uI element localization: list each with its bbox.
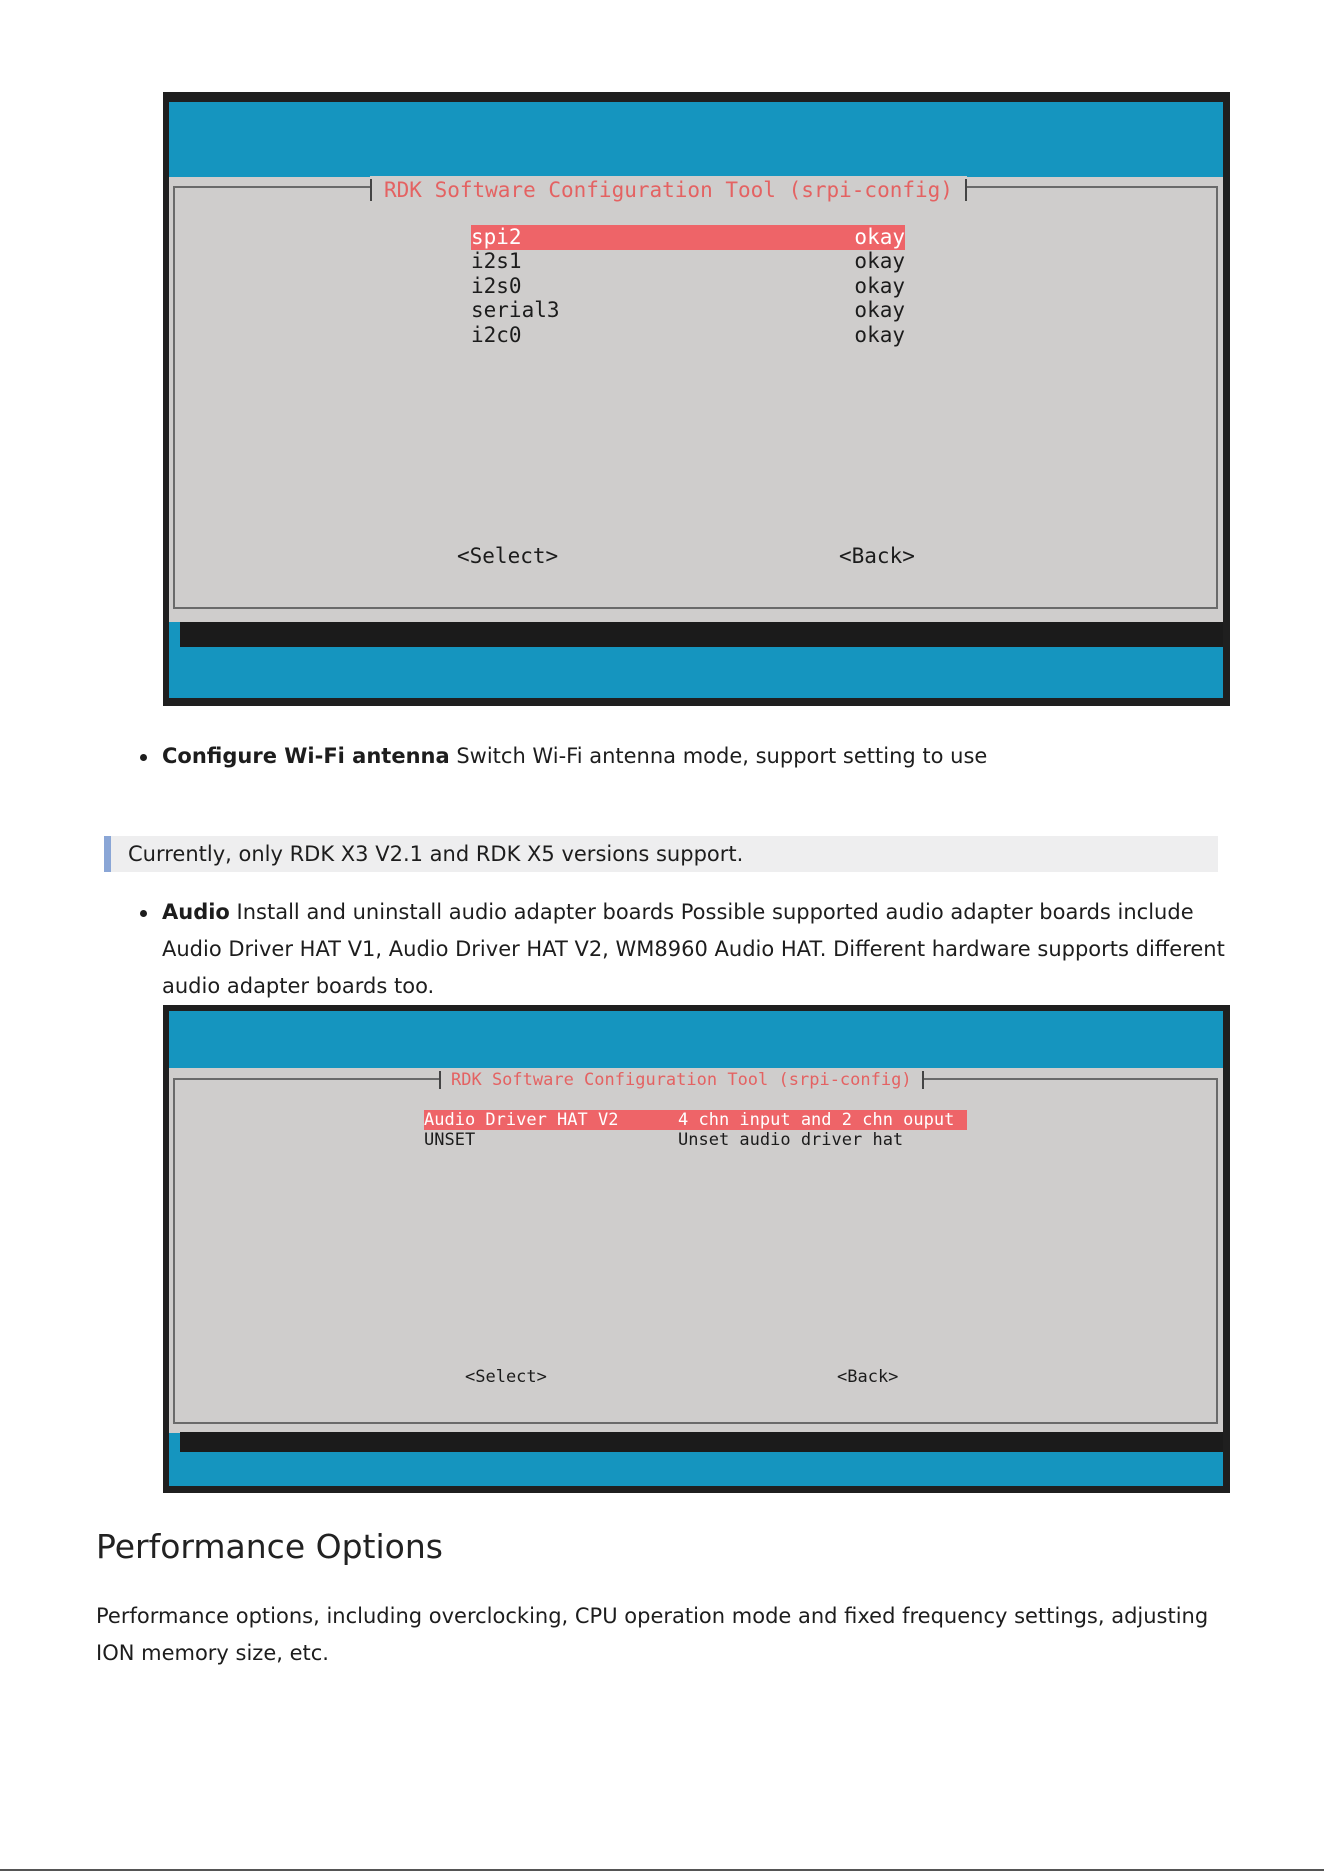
menu-item-name: serial3 bbox=[471, 298, 560, 322]
menu-item-unset[interactable] bbox=[424, 1130, 967, 1150]
back-button[interactable]: <Back> bbox=[837, 1367, 899, 1387]
back-button[interactable]: <Back> bbox=[839, 544, 915, 568]
section-heading-performance: Performance Options bbox=[96, 1527, 443, 1566]
menu-item-status: okay bbox=[854, 298, 905, 322]
dialog-title-bar bbox=[439, 1069, 924, 1091]
terminal-screenshot-audio bbox=[163, 1005, 1230, 1493]
dialog-shadow bbox=[180, 622, 1223, 647]
performance-description: Performance options, including overclocking, CPU operation mode and fixed frequency settings, adjusting ION memory size, etc. bbox=[96, 1604, 1209, 1665]
menu-item-name: spi2 bbox=[471, 225, 522, 249]
dialog-title: RDK Software Configuration Tool (srpi-config) bbox=[451, 1070, 912, 1090]
menu-item-status: okay bbox=[854, 274, 905, 298]
wifi-antenna-text: Switch Wi-Fi antenna mode, support setting to use bbox=[449, 744, 988, 768]
menu-item-status: Unset audio driver hat bbox=[678, 1130, 904, 1150]
menu-item-status: okay bbox=[854, 323, 905, 347]
select-button[interactable]: <Select> bbox=[457, 544, 559, 568]
select-button[interactable]: <Select> bbox=[465, 1367, 547, 1387]
menu-item-serial3[interactable] bbox=[471, 298, 905, 323]
dialog-title-bar bbox=[370, 176, 967, 204]
menu-item-name: i2c0 bbox=[471, 323, 522, 347]
dialog-title: RDK Software Configuration Tool (srpi-config) bbox=[384, 178, 953, 202]
wifi-antenna-label: Configure Wi-Fi antenna bbox=[162, 744, 450, 768]
menu-item-name: i2s1 bbox=[471, 249, 522, 273]
menu-item-i2s0[interactable] bbox=[471, 274, 905, 299]
title-right-tick bbox=[965, 179, 967, 201]
menu-item-spi2[interactable] bbox=[471, 225, 905, 250]
menu-item-name: i2s0 bbox=[471, 274, 522, 298]
menu-item-status: 4 chn input and 2 chn ouput bbox=[678, 1110, 955, 1130]
menu-item-name: Audio Driver HAT V2 bbox=[424, 1110, 619, 1130]
page-bottom-rule bbox=[0, 1869, 1324, 1871]
audio-label: Audio bbox=[162, 900, 230, 924]
menu-item-i2s1[interactable] bbox=[471, 249, 905, 274]
audio-item bbox=[162, 894, 1232, 1005]
title-right-tick bbox=[922, 1071, 924, 1089]
audio-text: Install and uninstall audio adapter boards Possible supported audio adapter boards include Audio Driver HAT V1, Audio Driver HAT V2, WM8960 Audio HAT. Different hardware supports different audio adapter boards too. bbox=[162, 900, 1225, 998]
menu-item-status: okay bbox=[854, 249, 905, 273]
terminal-screenshot-interfaces bbox=[163, 92, 1230, 706]
menu-item-audio-driver-hat-v2[interactable] bbox=[424, 1110, 967, 1130]
menu-item-status: okay bbox=[854, 225, 905, 249]
menu-item-name: UNSET bbox=[424, 1130, 476, 1150]
dialog-shadow bbox=[180, 1432, 1223, 1452]
version-support-note: Currently, only RDK X3 V2.1 and RDK X5 versions support. bbox=[104, 836, 1218, 872]
menu-item-i2c0[interactable] bbox=[471, 323, 905, 348]
wifi-antenna-item bbox=[162, 738, 987, 775]
